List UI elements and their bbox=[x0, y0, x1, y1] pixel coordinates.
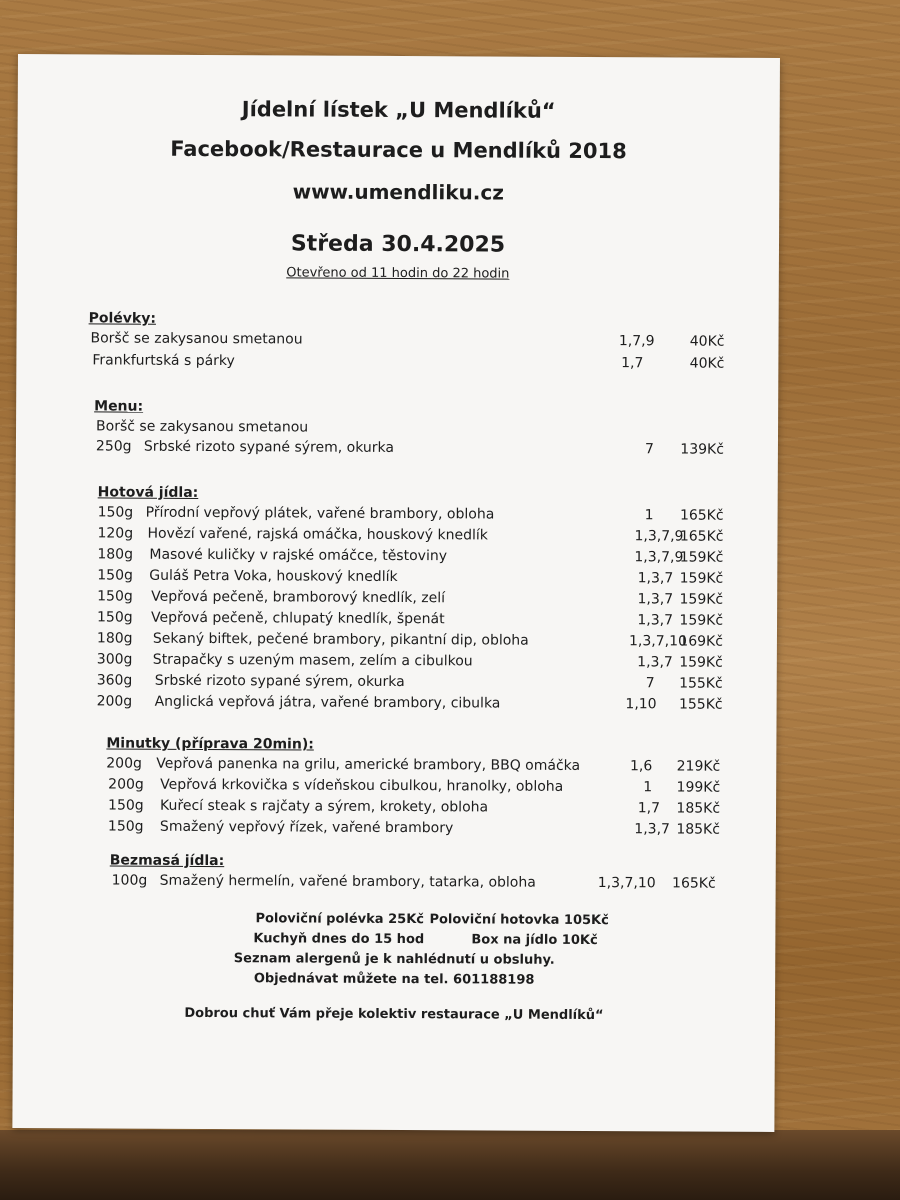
item-allergens: 1,6 bbox=[629, 758, 653, 775]
menu-sheet bbox=[12, 54, 780, 1132]
footer-line-kitchen bbox=[13, 930, 775, 949]
item-name: Vepřová pečeně, chlupatý knedlík, špenát bbox=[151, 609, 445, 628]
menu-item bbox=[16, 438, 778, 462]
item-weight: 200g bbox=[106, 755, 142, 772]
item-name: Vepřová panenka na grilu, americké brambory, BBQ omáčka bbox=[156, 755, 581, 774]
item-weight: 150g bbox=[97, 567, 133, 584]
item-weight: 200g bbox=[96, 693, 133, 710]
item-allergens: 1 bbox=[644, 507, 654, 524]
item-name: Frankfurtská s párky bbox=[92, 352, 235, 370]
item-allergens: 1,3,7,10 bbox=[629, 633, 687, 650]
menu-item bbox=[15, 630, 777, 654]
item-name: Sekaný biftek, pečené brambory, pikantní dip, obloha bbox=[152, 630, 529, 649]
item-name: Boršč se zakysanou smetanou bbox=[90, 330, 303, 348]
item-name: Srbské rizoto sypané sýrem, okurka bbox=[143, 438, 395, 456]
item-price: 139Kč bbox=[680, 441, 724, 458]
menu-date: Středa 30.4.2025 bbox=[290, 231, 506, 258]
item-price: 155Kč bbox=[679, 675, 723, 692]
opening-hours-wrap bbox=[17, 264, 779, 283]
menu-item bbox=[16, 330, 778, 354]
item-price: 155Kč bbox=[678, 696, 723, 713]
section-heading-menu: Menu: bbox=[94, 398, 144, 415]
item-allergens: 1,3,7 bbox=[637, 612, 674, 629]
item-weight: 150g bbox=[108, 797, 144, 814]
item-name: Vepřová krkovička s vídeňskou cibulkou, hranolky, obloha bbox=[160, 776, 564, 795]
item-weight: 200g bbox=[108, 776, 144, 793]
item-name: Vepřová pečeně, bramborový knedlík, zelí bbox=[151, 588, 446, 607]
item-price: 159Kč bbox=[679, 549, 724, 566]
section-heading-ready-meals: Hotová jídla: bbox=[97, 484, 199, 501]
item-name: Guláš Petra Voka, houskový knedlík bbox=[149, 567, 398, 585]
item-allergens: 1,7 bbox=[637, 800, 661, 817]
item-name: Přírodní vepřový plátek, vařené brambory, obloha bbox=[145, 504, 495, 523]
item-weight: 150g bbox=[97, 588, 133, 605]
item-price: 159Kč bbox=[679, 654, 723, 671]
menu-subtitle: Facebook/Restaurace u Mendlíků 2018 bbox=[170, 136, 627, 164]
item-allergens: 1,3,7 bbox=[637, 654, 673, 671]
item-price: 199Kč bbox=[676, 779, 721, 796]
item-weight: 300g bbox=[96, 651, 133, 668]
item-name: Anglická vepřová játra, vařené brambory, cibulka bbox=[154, 693, 501, 712]
item-weight: 360g bbox=[96, 672, 133, 689]
website-address: www.umendliku.cz bbox=[292, 179, 504, 205]
kitchen-hours-note: Kuchyň dnes do 15 hod bbox=[253, 931, 425, 948]
menu-item bbox=[14, 872, 776, 896]
item-price: 165Kč bbox=[679, 528, 724, 545]
menu-item bbox=[15, 588, 777, 612]
menu-item bbox=[14, 818, 776, 842]
item-weight: 150g bbox=[107, 818, 144, 835]
item-weight: 120g bbox=[97, 525, 134, 542]
half-main-note: Poloviční hotovka 105Kč bbox=[429, 912, 609, 929]
item-price: 165Kč bbox=[679, 507, 724, 524]
item-allergens: 1,3,7,9 bbox=[634, 528, 684, 545]
item-name: Srbské rizoto sypané sýrem, okurka bbox=[154, 672, 405, 691]
item-name: Strapačky s uzeným masem, zelím a cibulkou bbox=[152, 651, 473, 670]
item-allergens: 7 bbox=[644, 441, 654, 458]
menu-item bbox=[15, 609, 777, 633]
item-weight: 150g bbox=[97, 609, 133, 626]
item-price: 185Kč bbox=[676, 821, 720, 838]
menu-item bbox=[15, 525, 777, 549]
item-price: 159Kč bbox=[679, 591, 724, 608]
item-weight: 150g bbox=[97, 504, 134, 521]
floor-background bbox=[0, 1130, 900, 1200]
item-allergens: 1,3,7 bbox=[637, 570, 674, 587]
item-allergens: 1,3,7 bbox=[637, 591, 674, 608]
section-heading-meatless: Bezmasá jídla: bbox=[109, 852, 225, 870]
item-price: 159Kč bbox=[679, 570, 724, 587]
menu-item bbox=[14, 776, 776, 800]
item-name: Boršč se zakysanou smetanou bbox=[96, 418, 309, 436]
box-price-note: Box na jídlo 10Kč bbox=[471, 932, 598, 949]
item-weight: 180g bbox=[96, 630, 133, 647]
item-allergens: 1,3,7 bbox=[634, 821, 670, 838]
item-allergens: 1,7,9 bbox=[618, 333, 655, 350]
section-heading-soups: Polévky: bbox=[88, 310, 157, 327]
section-heading-minutes: Minutky (příprava 20min): bbox=[106, 735, 314, 753]
item-name: Hovězí vařené, rajská omáčka, houskový knedlík bbox=[147, 525, 488, 544]
item-price: 159Kč bbox=[679, 612, 724, 629]
item-allergens: 7 bbox=[645, 675, 655, 692]
menu-item bbox=[14, 755, 776, 779]
item-name: Smažený vepřový řízek, vařené brambory bbox=[159, 818, 454, 837]
menu-item bbox=[16, 352, 778, 376]
item-allergens: 1,7 bbox=[621, 355, 644, 372]
opening-hours: Otevřeno od 11 hodin do 22 hodin bbox=[286, 265, 510, 282]
menu-item bbox=[15, 546, 777, 570]
item-price: 40Kč bbox=[689, 355, 725, 372]
item-price: 185Kč bbox=[676, 800, 721, 817]
closing-greeting: Dobrou chuť Vám přeje kolektiv restaurace „U Mendlíků“ bbox=[184, 1005, 604, 1024]
item-allergens: 1,3,7,10 bbox=[597, 875, 656, 892]
item-name: Masové kuličky v rajské omáčce, těstoviny bbox=[149, 546, 448, 565]
order-phone-note: Objednávat můžete na tel. 601188198 bbox=[253, 971, 535, 988]
menu-item bbox=[15, 672, 777, 696]
menu-item bbox=[15, 693, 777, 717]
item-allergens: 1 bbox=[643, 779, 653, 796]
menu-item bbox=[14, 797, 776, 821]
item-price: 165Kč bbox=[672, 875, 716, 892]
item-name: Kuřecí steak s rajčaty a sýrem, krokety, obloha bbox=[160, 797, 489, 816]
footer-line-half-portions bbox=[14, 910, 776, 929]
menu-item bbox=[16, 504, 778, 528]
item-allergens: 1,10 bbox=[625, 696, 657, 713]
item-price: 40Kč bbox=[689, 333, 725, 350]
menu-item bbox=[15, 651, 777, 675]
item-name: Smažený hermelín, vařené brambory, tatarka, obloha bbox=[159, 872, 536, 891]
item-allergens: 1,3,7,9 bbox=[634, 549, 684, 566]
half-soup-note: Poloviční polévka 25Kč bbox=[255, 911, 425, 928]
item-weight: 100g bbox=[111, 872, 148, 889]
item-weight: 180g bbox=[97, 546, 134, 563]
item-price: 169Kč bbox=[679, 633, 723, 650]
menu-item bbox=[15, 567, 777, 591]
item-price: 219Kč bbox=[676, 758, 721, 775]
allergens-note: Seznam alergenů je k nahlédnutí u obsluhy. bbox=[233, 951, 555, 968]
item-weight: 250g bbox=[95, 438, 132, 455]
menu-title: Jídelní lístek „U Mendlíků“ bbox=[241, 97, 556, 123]
